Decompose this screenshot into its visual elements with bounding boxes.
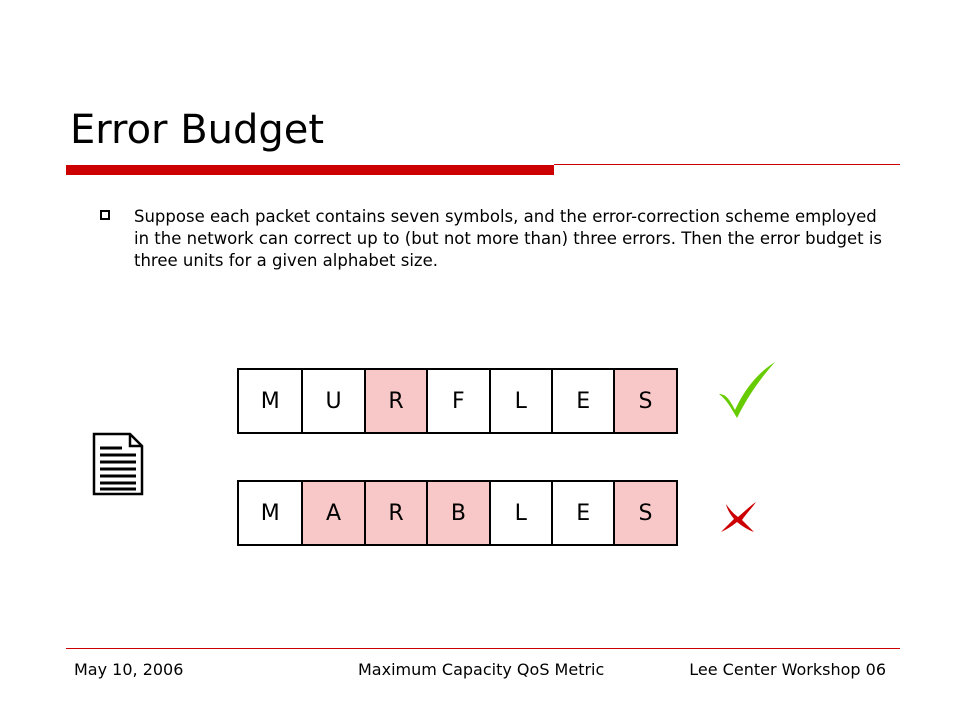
symbol-cell: A: [301, 482, 363, 544]
symbol-cell: E: [551, 370, 613, 432]
bullet-text: Suppose each packet contains seven symbols, and the error-correction scheme employed in the network can correct up to (but not more than) three errors. Then the error budget is three units for a given alphabet size.: [134, 207, 883, 270]
footer-rule: [66, 648, 900, 649]
slide-title: Error Budget: [70, 107, 325, 153]
symbol-cell: S: [613, 482, 675, 544]
symbol-cell: E: [551, 482, 613, 544]
symbol-row-murfles: [237, 368, 678, 434]
footer-event: Lee Center Workshop 06: [689, 660, 886, 679]
symbol-row-marbles: [237, 480, 678, 546]
footer-date: May 10, 2006: [74, 660, 184, 679]
check-icon: [715, 360, 779, 420]
symbol-cell: L: [489, 370, 551, 432]
symbol-cell: B: [426, 482, 488, 544]
title-rule-thick: [66, 165, 554, 175]
symbol-cell: R: [364, 482, 426, 544]
symbol-cell: L: [489, 482, 551, 544]
symbol-cell: M: [260, 388, 280, 414]
x-icon: [718, 500, 760, 534]
document-icon: [92, 432, 144, 496]
symbol-cell: R: [364, 370, 426, 432]
bullet-square-icon: [100, 210, 110, 220]
symbol-cell: M: [260, 500, 280, 526]
title-rule-thin: [554, 164, 900, 165]
footer-title: Maximum Capacity QoS Metric: [358, 660, 605, 679]
symbol-cell: S: [613, 370, 675, 432]
symbol-cell: F: [426, 370, 488, 432]
symbol-cell: U: [301, 370, 363, 432]
